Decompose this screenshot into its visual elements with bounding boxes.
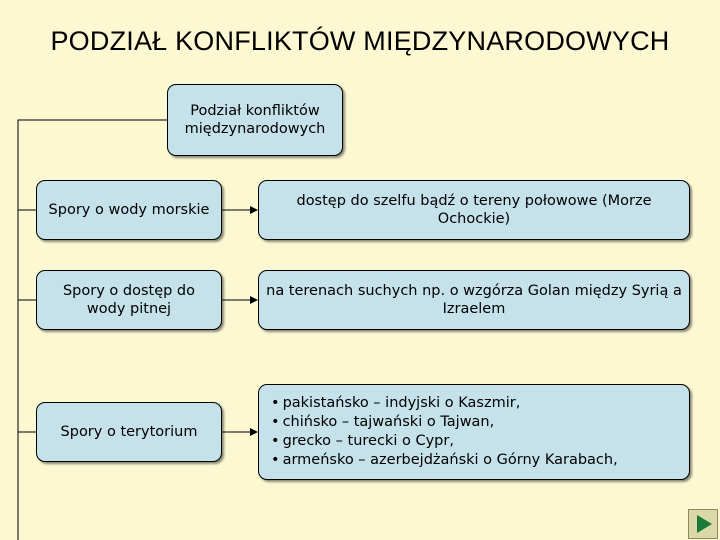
description-node-territory bbox=[258, 384, 690, 480]
territory-dispute-list bbox=[271, 394, 618, 470]
next-slide-icon bbox=[697, 515, 712, 533]
list-item: • grecko – turecki o Cypr, bbox=[271, 432, 618, 451]
description-node-sea bbox=[258, 180, 690, 240]
root-node bbox=[167, 84, 343, 156]
category-node-territory bbox=[36, 402, 222, 462]
category-label-territory: Spory o terytorium bbox=[60, 424, 198, 440]
next-slide-button[interactable] bbox=[688, 509, 718, 539]
description-node-water bbox=[258, 270, 690, 330]
root-node-label: Podział konfliktów międzynarodowych bbox=[184, 103, 326, 137]
description-text-water: na terenach suchych np. o wzgórza Golan między Syrią a Izraelem bbox=[266, 283, 682, 317]
list-item: • armeńsko – azerbejdżański o Górny Karabach, bbox=[271, 451, 618, 470]
page-title: PODZIAŁ KONFLIKTÓW MIĘDZYNARODOWYCH bbox=[50, 26, 670, 56]
category-label-water: Spory o dostęp do wody pitnej bbox=[62, 283, 196, 317]
category-node-sea bbox=[36, 180, 222, 240]
list-item: • pakistańsko – indyjski o Kaszmir, bbox=[271, 394, 618, 413]
list-item: • chińsko – tajwański o Tajwan, bbox=[271, 413, 618, 432]
description-text-sea: dostęp do szelfu bądź o tereny połowowe (Morze Ochockie) bbox=[296, 193, 652, 227]
category-label-sea: Spory o wody morskie bbox=[48, 202, 210, 218]
category-node-water bbox=[36, 270, 222, 330]
